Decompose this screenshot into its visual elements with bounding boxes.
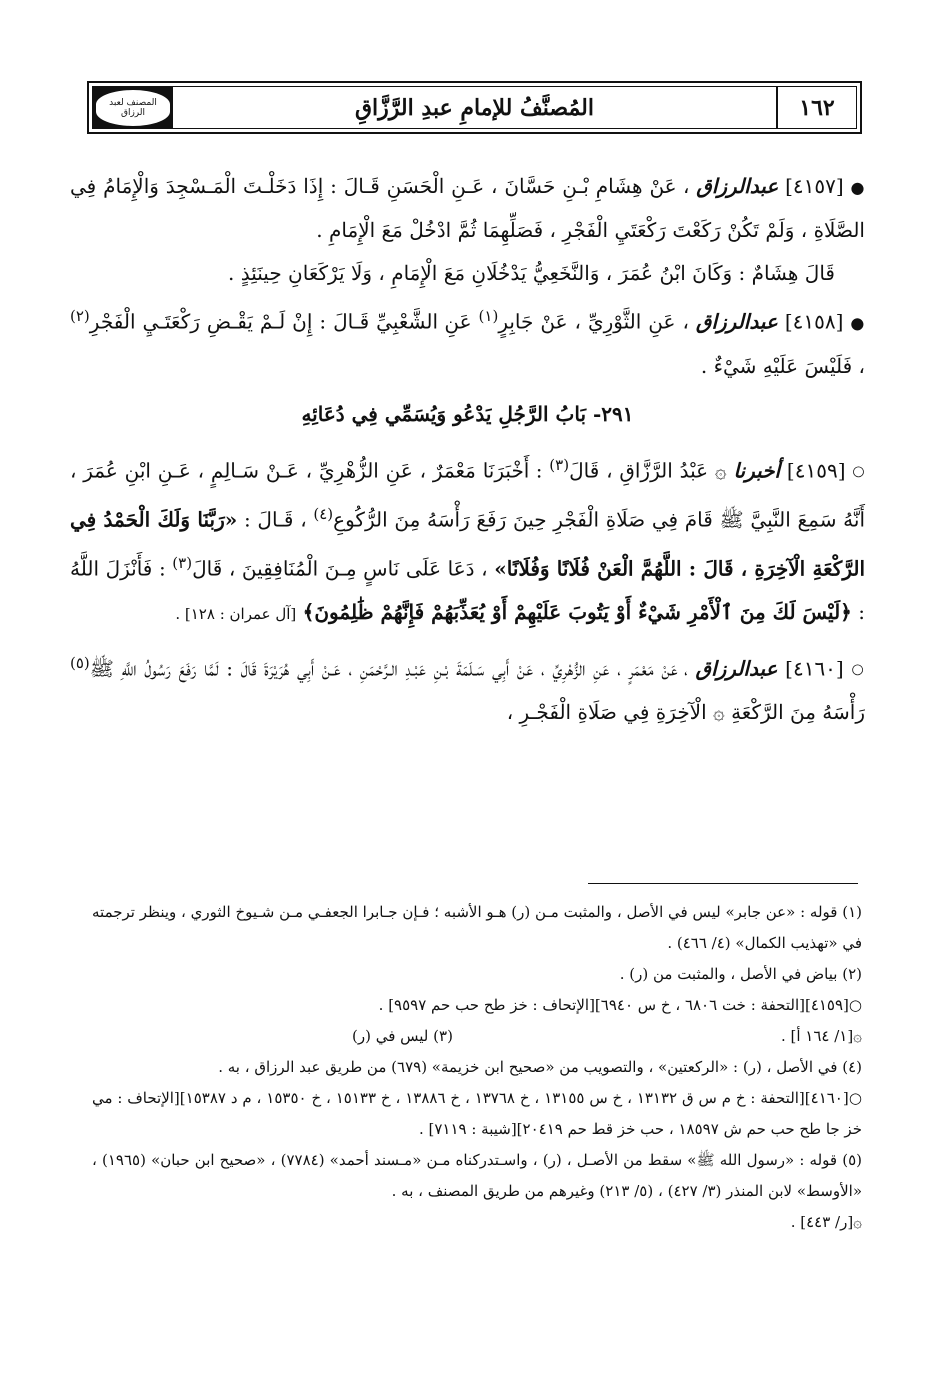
- footnote-ref[interactable]: (٣): [549, 455, 570, 474]
- footnote-ref[interactable]: (٥): [70, 653, 90, 672]
- solid-bullet-icon: ●: [850, 178, 866, 197]
- header-ornament: [93, 87, 173, 128]
- hadith-text: ، قَـالَ :: [243, 507, 307, 532]
- narrator-name: عبدالرزاق: [695, 309, 778, 334]
- hadith-text: ، عَنْ مَعْمَرٍ ، عَنِ الزُّهْرِيِّ ، عَنْ أَبِي سَـلَمَةَ بْـنِ عَبْـدِ الـرَّحْمَنِ ، عَـنْ أَبِي هُرَيْرَةَ قَالَ : لَمَّا رَفَعَ رَسُولُ اللَّهِ ﷺ: [89, 656, 688, 681]
- hollow-bullet-icon: ○: [852, 463, 866, 480]
- hadith-text: ، عَنْ هِشَامِ بْـنِ حَسَّانَ ، عَـنِ الْحَسَنِ قَـالَ : إِذَا دَخَلْـتَ الْمَـسْجِدَ وَالْإِمَامُ فِي الصَّلَاةِ ، وَلَمْ تَكُنْ رَكَعْتَ رَكْعَتَيِ الْفَجْرِ ، فَصَلِّهِمَا ثُمَّ ادْخُلْ مَعَ الْإِمَامِ .: [70, 174, 865, 242]
- footnotes: [92, 897, 862, 1238]
- hadith-4158: [70, 295, 865, 388]
- page-header: [87, 81, 862, 134]
- footnote-ref[interactable]: (٢): [70, 307, 90, 325]
- header-inner-frame: [92, 86, 857, 129]
- page-number: ١٦٢: [776, 87, 856, 128]
- narrator-name: عبدالرزاق: [695, 656, 778, 681]
- footnote-2: (٢) بياض في الأصل ، والمثبت من (ر) .: [619, 965, 862, 983]
- takhrij-4159: ○[٤١٥٩][التحفة : خت ٦٨٠٦ ، خ س ٦٩٤٠][الإتحاف : خز طح حب حم ٩٥٩٧] .: [378, 996, 862, 1014]
- takhrij-4160: ○[٤١٦٠][التحفة : خ م س ق ١٣١٣٢ ، خ س ١٣١٥٥ ، خ ١٣٧٦٨ ، خ ١٣٨٨٦ ، خ ١٥١٣٣ ، خ ١٥٣٥٠ ، م د ١٥٣٨٧][الإتحاف : مي خز جا طح حب حم ش ١٨٥٩٧ ، حب خز قط حم ٢٠٤١٩][شيبة : ٧١١٩] .: [92, 1089, 863, 1138]
- chapter-heading: ٢٩١- بَابُ الرَّجُلِ يَدْعُو وَيُسَمِّي فِي دُعَائِهِ: [301, 401, 634, 426]
- solid-bullet-icon: ●: [850, 313, 866, 333]
- hollow-bullet-icon: ○: [851, 661, 865, 678]
- main-text: [70, 165, 865, 734]
- footnote-ref[interactable]: (٤): [313, 505, 334, 524]
- footnote-1: (١) قوله : «عن جابر» ليس في الأصل ، والمثبت مـن (ر) هـو الأشبه ؛ فـإن جـابرا الجعفـي مـن شـيوخ الثوري ، وينظر ترجمته في «تهذيب الكمال» (٤/ ٤٦٦) .: [92, 903, 862, 952]
- prophetic-quote: «رَبَّنَا وَلَكَ الْحَمْدُ فِي الرَّكْعَةِ الْآخِرَةِ ، قَالَ : اللَّهُمَّ الْعَنْ فُلَانًا وَفُلَانًا»: [70, 507, 866, 581]
- hadith-text: ۞ عَبْدُ الرَّزَّاقِ ، قَالَ: [569, 458, 727, 483]
- hadith-text: ، دَعَا عَلَى نَاسٍ مِـنَ الْمُنَافِقِينَ ، قَالَ: [192, 556, 488, 581]
- hadith-text: ، فَلَيْسَ عَلَيْهِ شَيْءٌ .: [700, 353, 865, 378]
- statement-text: قَالَ هِشَامٌ : وَكَانَ ابْنُ عُمَرَ ، وَالنَّخَعِيُّ يَدْخُلَانِ مَعَ الْإِمَامِ ، وَلَا يَرْكَعَانِ حِينَئِذٍ .: [228, 261, 835, 285]
- hisham-statement: [70, 252, 865, 295]
- book-title: المُصنَّفُ للإمامِ عبدِ الرَّزَّاقِ: [354, 94, 594, 121]
- hadith-number: [٤١٥٧]: [785, 174, 844, 198]
- hadith-text: ، عَنِ الثَّوْرِيِّ ، عَنْ جَابِرٍ: [498, 309, 689, 334]
- footnote-ref[interactable]: (٣): [172, 553, 193, 572]
- quran-verse: ﴿لَيْسَ لَكَ مِنَ ٱلْأَمْرِ شَيْءٌ أَوْ يَتُوبَ عَلَيْهِمْ أَوْ يُعَذِّبَهُمْ فَإِنَّهُمْ ظَٰلِمُونَ﴾: [302, 599, 852, 624]
- emblem-text: المصنف لعبد الرزاق: [109, 97, 157, 118]
- book-emblem-icon: [96, 90, 170, 126]
- hadith-4160: [70, 642, 865, 735]
- verse-reference: [آل عمران : ١٢٨] .: [175, 604, 297, 623]
- hadith-number: [٤١٥٨]: [784, 309, 844, 334]
- footnote-4: (٤) في الأصل ، (ر) : «الركعتين» ، والتصويب من «صحيح ابن خزيمة» (٦٧٩) من طريق عبد الرزاق ، به .: [218, 1058, 862, 1076]
- hadith-number: [٤١٦٠]: [785, 656, 844, 681]
- narrator-name: أخبرنا: [733, 458, 781, 483]
- narrator-name: عبدالرزاق: [696, 174, 779, 198]
- folio-reference: ۞[ر/ ٤٤٣] .: [790, 1213, 862, 1231]
- footnote-divider: [588, 883, 858, 884]
- footnote-3: (٣) ليس في (ر): [352, 1027, 453, 1045]
- footnote-row: [92, 1021, 862, 1052]
- hadith-text: عَنِ الشَّعْبِيِّ قَـالَ : إِنْ لَـمْ يَقْـضِ رَكْعَتَـيِ الْفَجْرِ: [89, 309, 472, 334]
- hadith-text: : فَأَنْزَلَ اللَّهُ :: [70, 556, 865, 624]
- hadith-number: [٤١٥٩]: [786, 458, 846, 483]
- hadith-4157: [70, 165, 865, 252]
- hadith-text: رَأْسَهُ مِنَ الرَّكْعَةِ ۞ الْآخِرَةِ فِي صَلَاةِ الْفَجْـرِ ،: [506, 700, 865, 725]
- footnote-ref[interactable]: (١): [478, 307, 499, 325]
- folio-reference: ۞[١/ ١٦٤ أ] .: [780, 1027, 862, 1045]
- footnote-5: (٥) قوله : «رسول الله ﷺ» سقط من الأصـل ، (ر) ، واسـتدركناه مـن «مـسند أحمد» (٧٧٨٤) ، «صحيح ابن حبان» (١٩٦٥) ، «الأوسط» لابن المنذر (٣/ ٤٢٧) ، (٥/ ٢١٣) وغيرهم من طريق المصنف ، به .: [92, 1151, 863, 1200]
- hadith-text: : أَخْبَرَنَا مَعْمَرٌ ، عَنِ الزُّهْرِيِّ ، عَـنْ سَـالِمٍ ، عَـنِ ابْنِ عُمَرَ ، أَنَّهُ سَمِعَ النَّبِيَّ ﷺ قَامَ فِي صَلَاةِ الْفَجْرِ حِينَ رَفَعَ رَأْسَهُ مِنَ الرُّكُوعِ: [70, 458, 866, 532]
- hadith-4159: [70, 444, 865, 636]
